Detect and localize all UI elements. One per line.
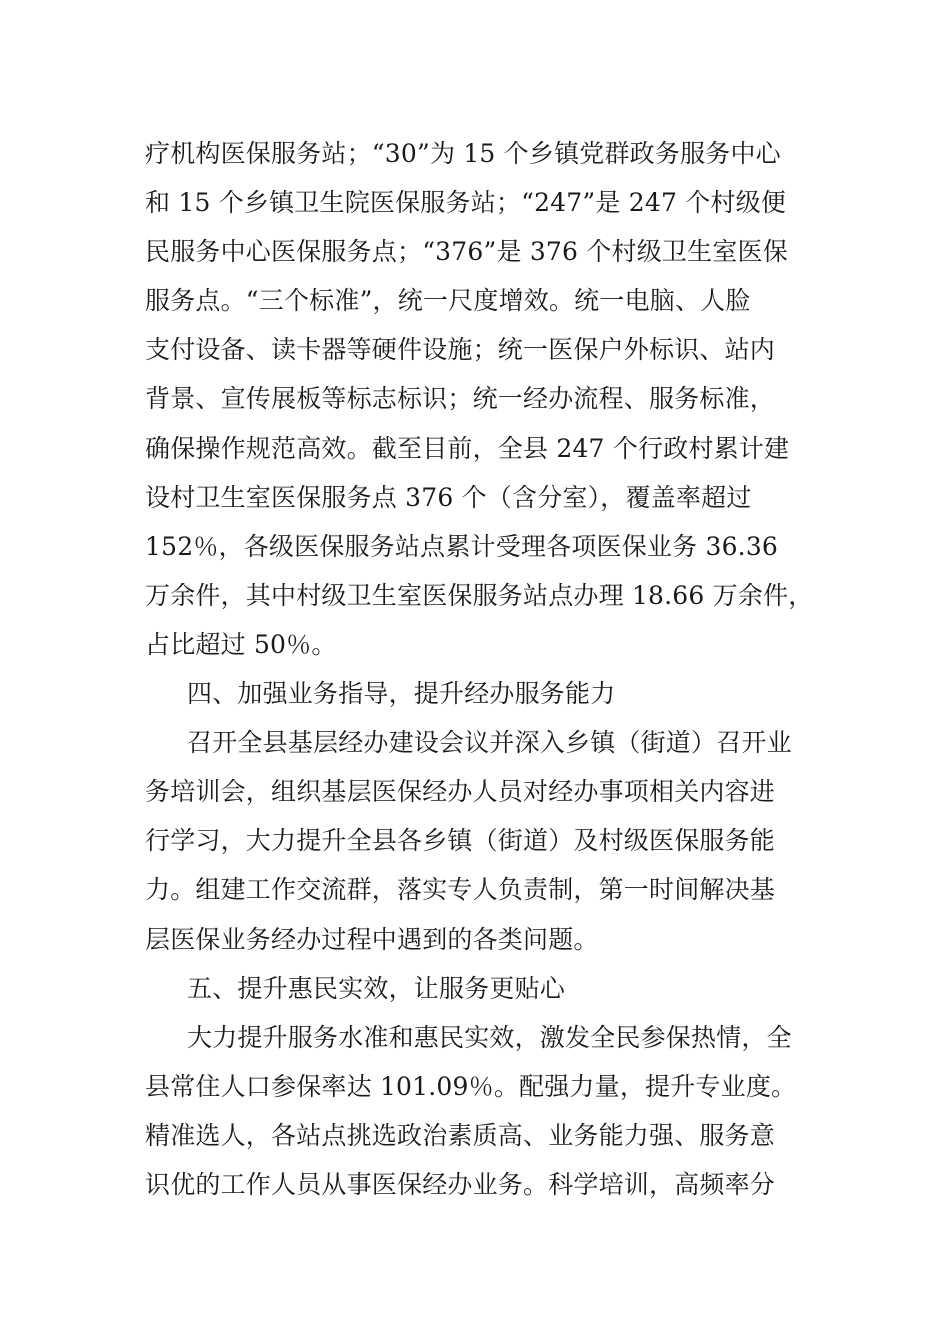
text-line: 152％，各级医保服务站点累计受理各项医保业务 36.36 <box>145 531 779 561</box>
document-body <box>145 129 845 1209</box>
paragraph-first-line: 大力提升服务水准和惠民实效，激发全民参保热情，全 <box>187 1022 792 1052</box>
section-heading: 五、提升惠民实效，让服务更贴心 <box>187 973 566 1003</box>
text-line: 务培训会，组织基层医保经办人员对经办事项相关内容进 <box>145 777 776 807</box>
text-line: 识优的工作人员从事医保经办业务。科学培训，高频率分 <box>145 1169 776 1199</box>
section-heading: 四、加强业务指导，提升经办服务能力 <box>187 679 616 709</box>
text-line: 行学习，大力提升全县各乡镇（街道）及村级医保服务能 <box>145 826 776 856</box>
text-line: 层医保业务经办过程中遇到的各类问题。 <box>145 924 599 954</box>
text-line: 支付设备、读卡器等硬件设施；统一医保户外标识、站内 <box>145 335 776 365</box>
paragraph-first-line: 召开全县基层经办建设会议并深入乡镇（街道）召开业 <box>187 728 792 758</box>
text-line: 占比超过 50％。 <box>145 629 337 659</box>
text-line: 民服务中心医保服务点；“376”是 376 个村级卫生室医保 <box>145 237 788 267</box>
text-line: 服务点。“三个标准”，统一尺度增效。统一电脑、人脸 <box>145 286 751 316</box>
text-line: 万余件，其中村级卫生室医保服务站点办理 18.66 万余件， <box>145 580 814 610</box>
text-line: 设村卫生室医保服务点 376 个（含分室），覆盖率超过 <box>145 482 752 512</box>
text-line: 和 15 个乡镇卫生院医保服务站；“247”是 247 个村级便 <box>145 188 786 218</box>
text-line: 县常住人口参保率达 101.09％。配强力量，提升专业度。 <box>145 1071 797 1101</box>
text-line: 疗机构医保服务站；“30”为 15 个乡镇党群政务服务中心 <box>145 139 781 168</box>
text-line: 确保操作规范高效。截至目前，全县 247 个行政村累计建 <box>145 433 790 463</box>
text-line: 力。组建工作交流群，落实专人负责制，第一时间解决基 <box>145 875 776 905</box>
text-line: 背景、宣传展板等标志标识；统一经办流程、服务标准， <box>145 384 776 414</box>
text-line: 精准选人，各站点挑选政治素质高、业务能力强、服务意 <box>145 1120 776 1150</box>
